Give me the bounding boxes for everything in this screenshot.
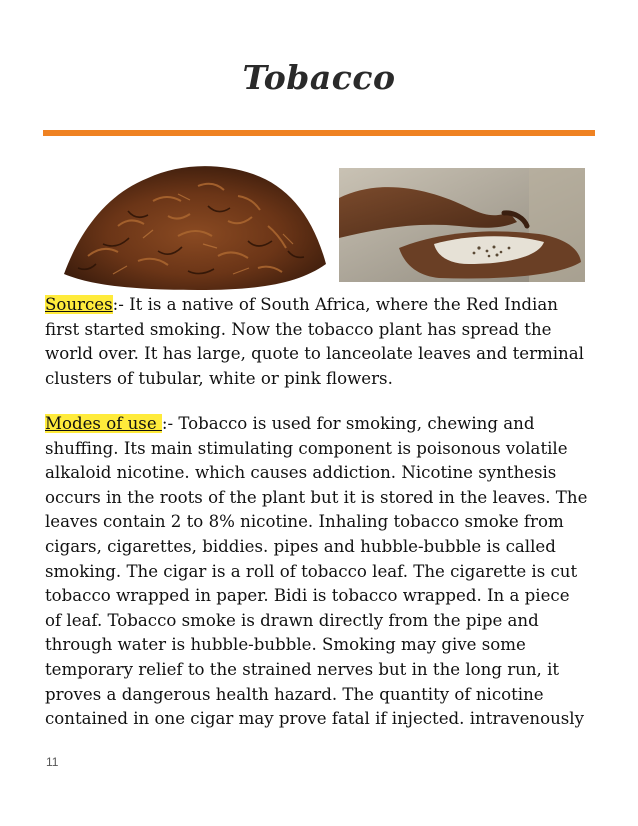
modes-line: occurs in the roots of the plant but it is stored in the leaves. The [45,487,588,507]
sources-text: :- It is a native of South Africa, where the Red Indian [112,295,558,314]
modes-line: of leaf. Tobacco smoke is drawn directly from the pipe and [45,610,539,630]
modes-line [45,412,595,437]
modes-line: smoking. The cigar is a roll of tobacco leaf. The cigarette is cut [45,561,578,581]
modes-line: alkaloid nicotine. which causes addiction. Nicotine synthesis [45,463,557,483]
sources-heading: Sources [45,295,113,314]
modes-line: cigars, cigarettes, biddies. pipes and hubble-bubble is called [45,536,556,556]
page-title: Tobacco [242,58,396,97]
shredded-tobacco-photo [58,156,330,292]
modes-line: temporary relief to the strained nerves but in the long run, it [45,659,560,679]
modes-line: through water is hubble-bubble. Smoking may give some [45,635,526,655]
sources-line: first started smoking. Now the tobacco plant has spread the [45,319,552,339]
page-number: 11 [46,755,59,769]
title-divider [43,130,595,136]
modes-of-use-heading: Modes of use [45,414,162,433]
sources-paragraph [45,293,595,391]
modes-line: shuffing. Its main stimulating component is poisonous volatile [45,438,568,458]
hand-holding-tobacco-photo [339,168,585,282]
modes-line: contained in one cigar may prove fatal if injected. intravenously [45,709,584,729]
modes-line: tobacco wrapped in paper. Bidi is tobacco wrapped. In a piece [45,586,570,606]
modes-line: proves a dangerous health hazard. The quantity of nicotine [45,684,544,704]
modes-text: :- Tobacco is used for smoking, chewing and [161,414,535,433]
sources-line [45,293,595,318]
sources-line: clusters of tubular, white or pink flowers. [45,368,393,388]
modes-line: leaves contain 2 to 8% nicotine. Inhaling tobacco smoke from [45,512,564,532]
modes-of-use-paragraph [45,412,595,732]
sources-line: world over. It has large, quote to lanceolate leaves and terminal [45,344,584,364]
